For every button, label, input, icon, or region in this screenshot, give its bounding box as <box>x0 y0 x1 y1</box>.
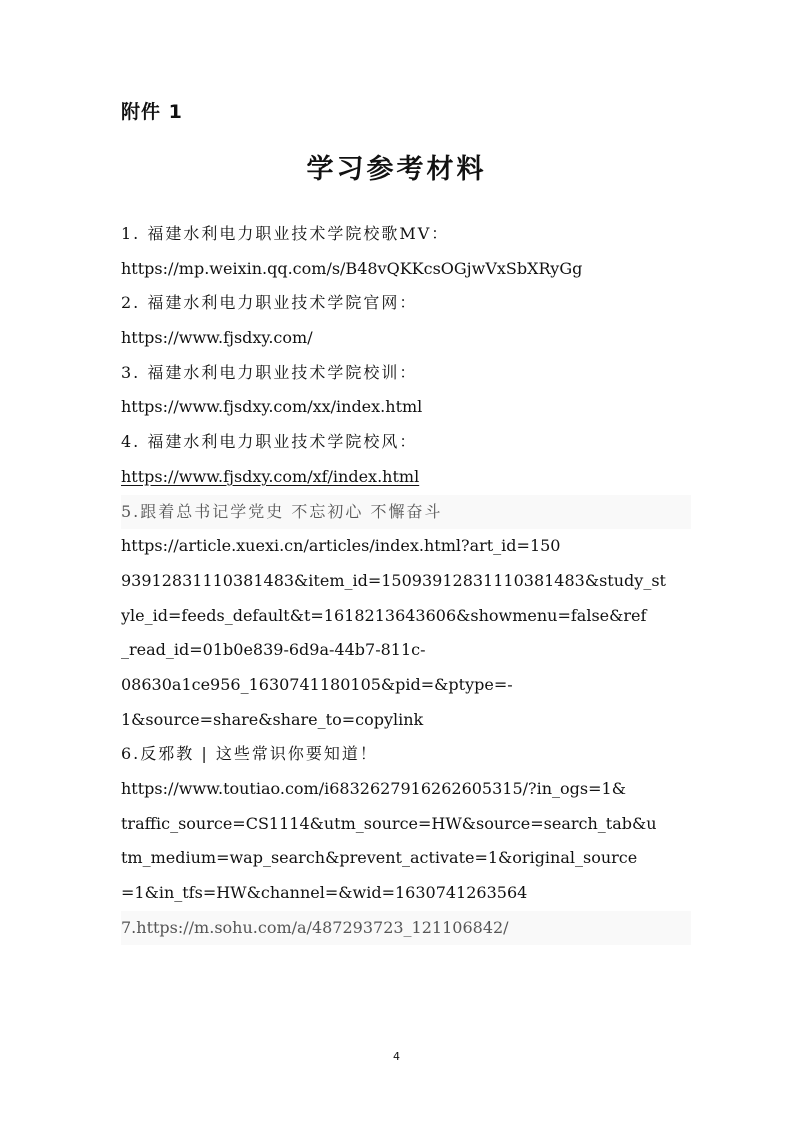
item-5-link-line: yle_id=feeds_default&t=1618213643606&showmenu=false&ref <box>121 605 647 625</box>
item-4-link[interactable]: https://www.fjsdxy.com/xf/index.html <box>121 466 420 486</box>
item-5-link-line: _read_id=01b0e839-6d9a-44b7-811c- <box>121 640 426 660</box>
item-2-link[interactable]: https://www.fjsdxy.com/ <box>121 328 313 348</box>
item-6-link-line: tm_medium=wap_search&prevent_activate=1&original_source <box>121 848 638 868</box>
item-5-link-line: 93912831110381483&item_id=15093912831110381483&study_st <box>121 570 666 590</box>
item-6-link[interactable] <box>121 772 681 911</box>
item-4-heading: 4. 福建水利电力职业技术学院校风： <box>121 432 418 452</box>
item-6-heading: 6.反邪教 | 这些常识你要知道！ <box>121 744 378 764</box>
item-1-heading: 1. 福建水利电力职业技术学院校歌MV： <box>121 224 450 243</box>
reference-list <box>121 217 681 945</box>
item-6-link-line: traffic_source=CS1114&utm_source=HW&source=search_tab&u <box>121 813 657 833</box>
item-5-link-line: https://article.xuexi.cn/articles/index.html?art_id=150 <box>121 536 561 556</box>
item-5-heading: 5.跟着总书记学党史 不忘初心 不懈奋斗 <box>121 495 691 530</box>
item-1-link[interactable]: https://mp.weixin.qq.com/s/B48vQKKcsOGjwVxSbXRyGg <box>121 258 583 278</box>
item-6-link-line: https://www.toutiao.com/i6832627916262605315/?in_ogs=1& <box>121 779 626 798</box>
item-5-link-line: 1&source=share&share_to=copylink <box>121 709 424 729</box>
page-title: 学习参考材料 <box>306 154 487 185</box>
item-2-heading: 2. 福建水利电力职业技术学院官网： <box>121 293 418 313</box>
item-3-heading: 3. 福建水利电力职业技术学院校训： <box>121 362 418 382</box>
item-7-link[interactable]: 7.https://m.sohu.com/a/487293723_121106842/ <box>121 911 691 946</box>
attachment-label: 附件 1 <box>121 101 183 123</box>
page-number: 4 <box>393 1050 400 1063</box>
item-5-link-line: 08630a1ce956_1630741180105&pid=&ptype=- <box>121 674 513 694</box>
item-5-link[interactable] <box>121 529 681 737</box>
item-3-link[interactable]: https://www.fjsdxy.com/xx/index.html <box>121 397 423 417</box>
item-6-link-line: =1&in_tfs=HW&channel=&wid=1630741263564 <box>121 883 528 903</box>
